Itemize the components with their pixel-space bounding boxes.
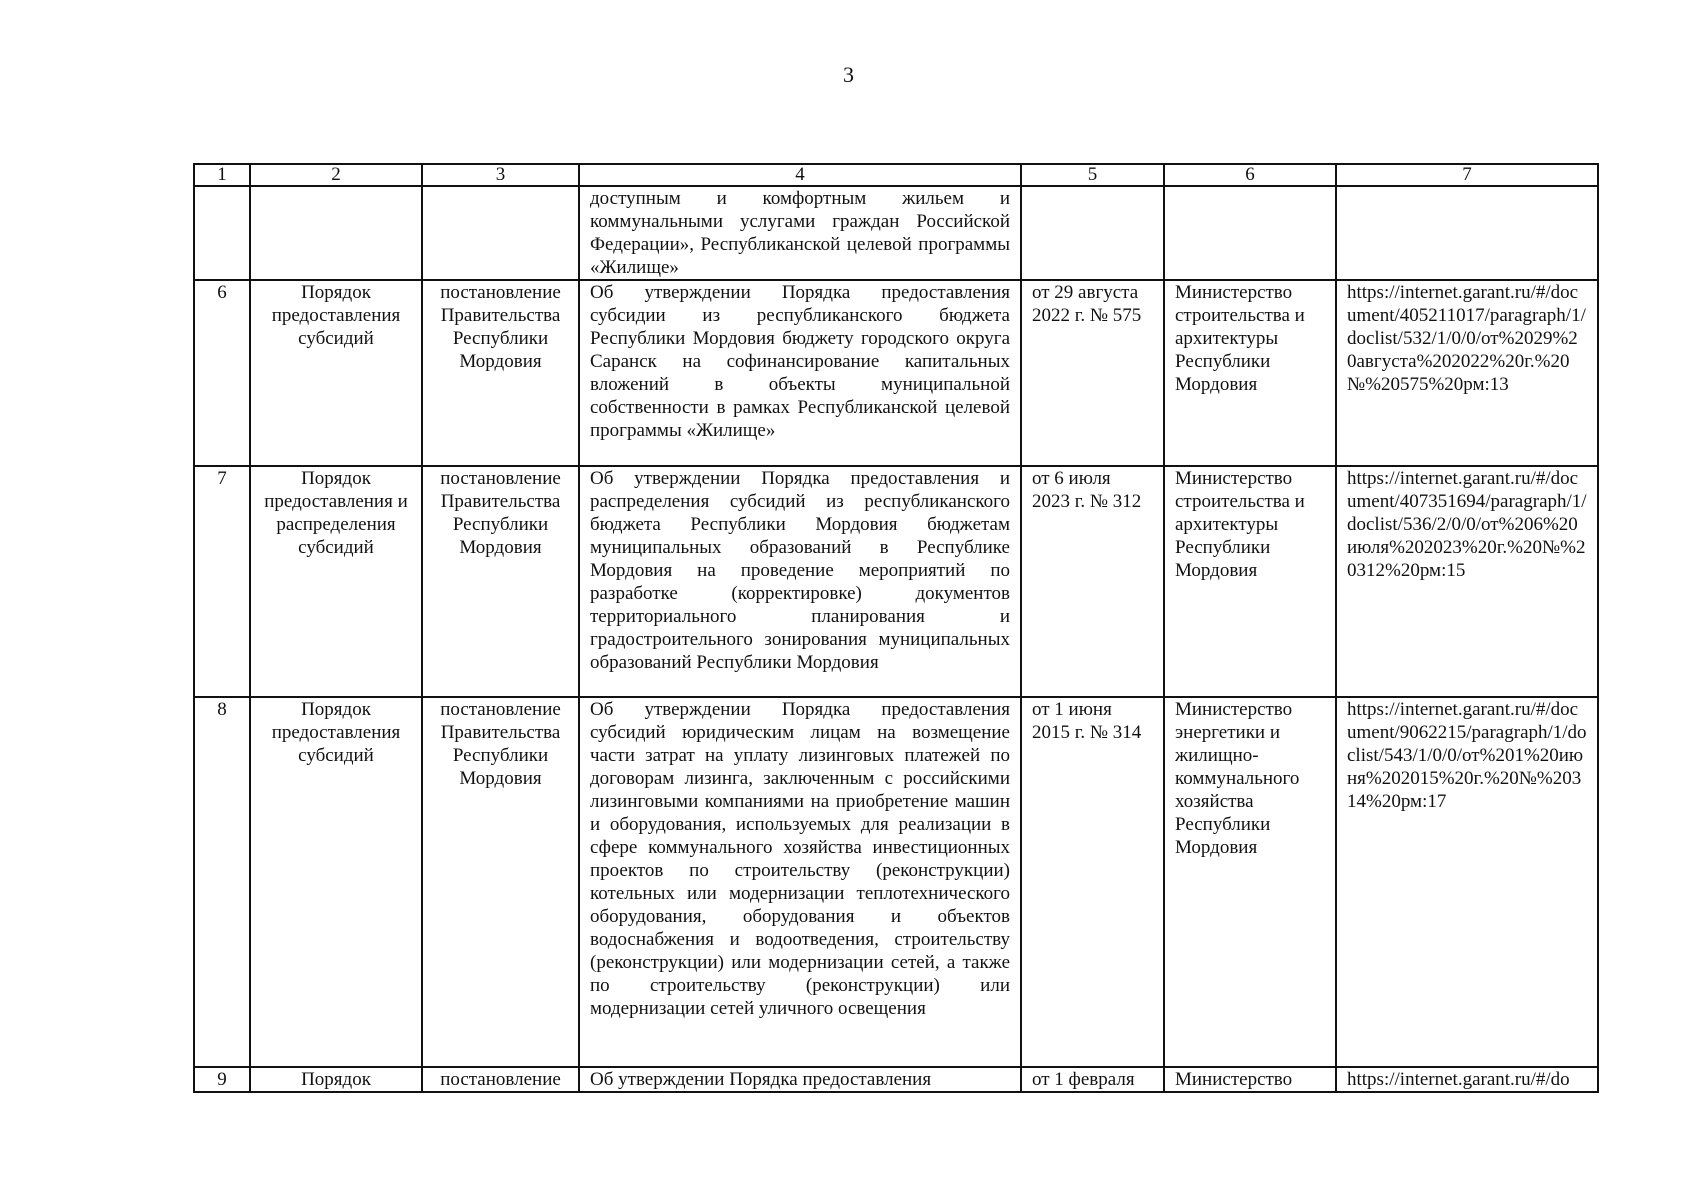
column-number-row [194, 164, 1598, 186]
table-row [194, 466, 1598, 697]
source-url: https://internet.garant.ru/#/document/9062215/paragraph/1/doclist/543/1/0/0/от%201%20июня%202015%20г.%20№%20314%20рм:17 [1336, 697, 1598, 1067]
column-number: 3 [422, 164, 579, 186]
document-kind: Порядок предоставления и распределения субсидий [250, 466, 422, 697]
table-row [194, 280, 1598, 466]
source-url: https://internet.garant.ru/#/document/407351694/paragraph/1/doclist/536/2/0/0/от%206%20июля%202023%20г.%20№%20312%20рм:15 [1336, 466, 1598, 697]
row-number: 7 [194, 466, 250, 697]
ministry: Министерство энергетики и жилищно-коммунального хозяйства Республики Мордовия [1164, 697, 1336, 1067]
act-type: постановление [422, 1067, 579, 1092]
act-date: от 29 августа 2022 г. № 575 [1021, 280, 1164, 466]
column-number: 1 [194, 164, 250, 186]
ministry: Министерство строительства и архитектуры Республики Мордовия [1164, 280, 1336, 466]
document-kind: Порядок предоставления субсидий [250, 697, 422, 1067]
act-type: постановление Правительства Республики Мордовия [422, 697, 579, 1067]
act-title: Об утверждении Порядка предоставления субсидий юридическим лицам на возмещение части затрат на уплату лизинговых платежей по договорам лизинга, заключенным с российскими лизинговыми компаниями на приобретение машин и оборудования, используемых для реализации в сфере коммунального хозяйства инвестиционных проектов по строительству (реконструкции) котельных или модернизации теплотехнического оборудования, оборудования и объектов водоснабжения и водоотведения, строительству (реконструкции) или модернизации сетей, а также по строительству (реконструкции) или модернизации сетей уличного освещения [579, 697, 1021, 1067]
page-number: 3 [843, 62, 854, 87]
act-title: Об утверждении Порядка предоставления субсидии из республиканского бюджета Республики Мордовия бюджету городского округа Саранск на софинансирование капитальных вложений в объекты муниципальной собственности в рамках Республиканской целевой программы «Жилище» [579, 280, 1021, 466]
table-row [194, 697, 1598, 1067]
act-title: Об утверждении Порядка предоставления и распределения субсидий из республиканского бюджета Республики Мордовия бюджетам муниципальных образований в Республике Мордовия на проведение мероприятий по разработке (корректировке) документов территориального планирования и градостроительного зонирования муниципальных образований Республики Мордовия [579, 466, 1021, 697]
document-kind: Порядок предоставления субсидий [250, 280, 422, 466]
source-url: https://internet.garant.ru/#/document/405211017/paragraph/1/doclist/532/1/0/0/от%2029%20августа%202022%20г.%20№%20575%20рм:13 [1336, 280, 1598, 466]
row-number: 9 [194, 1067, 250, 1092]
document-kind: Порядок [250, 1067, 422, 1092]
act-type: постановление Правительства Республики Мордовия [422, 280, 579, 466]
source-url: https://internet.garant.ru/#/do [1336, 1067, 1598, 1092]
column-number: 2 [250, 164, 422, 186]
column-number: 5 [1021, 164, 1164, 186]
act-date: от 1 февраля [1021, 1067, 1164, 1092]
act-type: постановление Правительства Республики Мордовия [422, 466, 579, 697]
act-title: Об утверждении Порядка предоставления [579, 1067, 1021, 1092]
continuation-row [194, 186, 1598, 280]
ministry: Министерство [1164, 1067, 1336, 1092]
column-number: 4 [579, 164, 1021, 186]
row-number: 6 [194, 280, 250, 466]
ministry: Министерство строительства и архитектуры Республики Мордовия [1164, 466, 1336, 697]
row-number: 8 [194, 697, 250, 1067]
act-date: от 6 июля 2023 г. № 312 [1021, 466, 1164, 697]
continuation-text: доступным и комфортным жильем и коммунальными услугами граждан Российской Федерации», Республиканской целевой программы «Жилище» [579, 186, 1021, 280]
acts-table [193, 163, 1599, 1093]
column-number: 7 [1336, 164, 1598, 186]
column-number: 6 [1164, 164, 1336, 186]
table-row [194, 1067, 1598, 1092]
act-date: от 1 июня 2015 г. № 314 [1021, 697, 1164, 1067]
